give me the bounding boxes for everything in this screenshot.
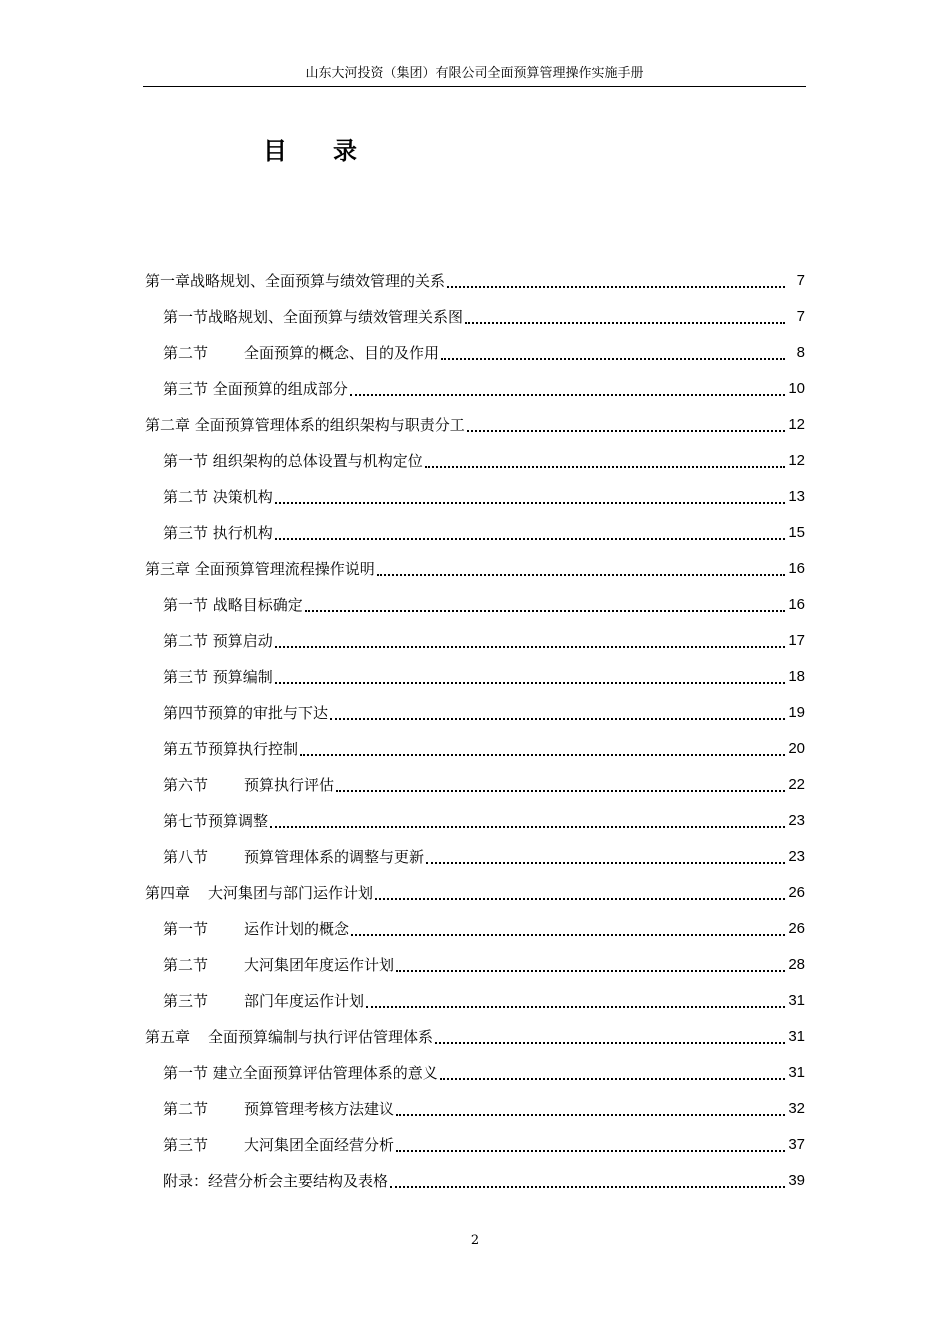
toc-page-number: 10 — [788, 379, 805, 397]
toc-section-entry[interactable] — [145, 658, 805, 694]
toc-entry-prefix: 第三节 — [163, 1135, 209, 1154]
toc-entry-title: 全面预算的概念、目的及作用 — [244, 343, 440, 362]
toc-entry-prefix: 第一节战略规划、全面预算与绩效管理关系图 — [163, 307, 464, 326]
toc-entry-prefix: 第二节 — [163, 955, 209, 974]
toc-entry-label — [163, 630, 273, 651]
dot-leader — [377, 573, 785, 576]
toc-section-entry[interactable] — [145, 1162, 805, 1198]
dot-leader — [366, 1005, 785, 1008]
toc-section-entry[interactable] — [145, 946, 805, 982]
dot-leader — [275, 537, 785, 540]
toc-entry-prefix: 第二节 — [163, 631, 209, 650]
toc-section-entry[interactable] — [145, 838, 805, 874]
toc-entry-title: 全面预算的组成部分 — [212, 379, 348, 398]
toc-entry-title: 运作计划的概念 — [244, 919, 350, 938]
toc-entry-label — [163, 306, 463, 327]
toc-section-entry[interactable] — [145, 982, 805, 1018]
toc-entry-prefix: 第三章 — [145, 559, 191, 578]
toc-section-entry[interactable] — [145, 1090, 805, 1126]
toc-entry-title: 建立全面预算评估管理体系的意义 — [212, 1063, 438, 1082]
toc-title-char-1: 目 — [263, 136, 287, 165]
toc-page-number: 31 — [788, 1063, 805, 1081]
toc-entry-title: 全面预算编制与执行评估管理体系 — [208, 1027, 434, 1046]
toc-entry-prefix: 第一节 — [163, 451, 209, 470]
toc-entry-label — [145, 270, 445, 291]
dot-leader — [330, 717, 785, 720]
dot-leader — [441, 357, 785, 360]
toc-section-entry[interactable] — [145, 298, 805, 334]
toc-page-number: 20 — [788, 739, 805, 757]
toc-entry-title: 组织架构的总体设置与机构定位 — [212, 451, 423, 470]
toc-title — [263, 134, 357, 168]
toc-title-char-2: 录 — [333, 136, 357, 165]
dot-leader — [467, 429, 785, 432]
toc-page-number: 12 — [788, 451, 805, 469]
toc-entry-prefix: 第三节 — [163, 379, 209, 398]
toc-page-number: 7 — [796, 307, 805, 325]
toc-section-entry[interactable] — [145, 370, 805, 406]
toc-entry-prefix: 第一节 — [163, 1063, 209, 1082]
toc-entry-label — [145, 558, 375, 579]
toc-entry-prefix: 第三节 — [163, 991, 209, 1010]
dot-leader — [350, 393, 785, 396]
dot-leader — [426, 861, 785, 864]
toc-section-entry[interactable] — [145, 730, 805, 766]
toc-page-number: 28 — [788, 955, 805, 973]
toc-entry-title: 大河集团年度运作计划 — [244, 955, 395, 974]
page-number: 2 — [470, 1233, 480, 1248]
toc-entry-title: 大河集团与部门运作计划 — [208, 883, 374, 902]
toc-page-number: 32 — [788, 1099, 805, 1117]
toc-page-number: 19 — [788, 703, 805, 721]
toc-entry-label — [163, 738, 298, 759]
toc-page-number: 16 — [788, 559, 805, 577]
toc-section-entry[interactable] — [145, 442, 805, 478]
toc-section-entry[interactable] — [145, 478, 805, 514]
toc-entry-title: 执行机构 — [212, 523, 273, 542]
dot-leader — [390, 1185, 785, 1188]
toc-chapter-entry[interactable] — [145, 262, 805, 298]
toc-page-number: 26 — [788, 883, 805, 901]
toc-entry-prefix: 第三节 — [163, 523, 209, 542]
toc-entry-title: 全面预算管理流程操作说明 — [194, 559, 375, 578]
dot-leader — [336, 789, 785, 792]
toc-entry-prefix: 第二节 — [163, 343, 209, 362]
toc-entry-label — [163, 450, 423, 471]
toc-entry-prefix: 第一节 — [163, 919, 209, 938]
toc-entry-prefix: 第二节 — [163, 1099, 209, 1118]
toc-entry-label — [163, 486, 273, 507]
dot-leader — [305, 609, 785, 612]
toc-entry-title: 战略目标确定 — [212, 595, 303, 614]
dot-leader — [396, 969, 785, 972]
toc-entry-prefix: 第七节预算调整 — [163, 811, 269, 830]
toc-entry-prefix: 第四章 — [145, 883, 191, 902]
toc-page-number: 12 — [788, 415, 805, 433]
toc-section-entry[interactable] — [145, 586, 805, 622]
toc-entry-label — [163, 702, 328, 723]
toc-section-entry[interactable] — [145, 334, 805, 370]
title-spacer — [287, 134, 333, 168]
toc-entry-title: 预算执行评估 — [244, 775, 335, 794]
toc-entry-title: 预算启动 — [212, 631, 273, 650]
toc-entry-prefix: 第八节 — [163, 847, 209, 866]
toc-entry-label — [163, 522, 273, 543]
toc-entry-title: 预算管理体系的调整与更新 — [244, 847, 425, 866]
toc-entry-prefix: 第五章 — [145, 1027, 191, 1046]
toc-entry-label — [145, 882, 373, 903]
toc-entry-label — [163, 1170, 388, 1191]
toc-chapter-entry[interactable] — [145, 1018, 805, 1054]
toc-page-number: 7 — [796, 271, 805, 289]
toc-page-number: 23 — [788, 811, 805, 829]
toc-page-number: 18 — [788, 667, 805, 685]
toc-chapter-entry[interactable] — [145, 874, 805, 910]
toc-section-entry[interactable] — [145, 802, 805, 838]
toc-entry-label — [163, 1098, 394, 1119]
toc-page-number: 23 — [788, 847, 805, 865]
toc-entry-prefix: 第五节预算执行控制 — [163, 739, 299, 758]
toc-page-number: 16 — [788, 595, 805, 613]
toc-page-number: 31 — [788, 991, 805, 1009]
toc-section-entry[interactable] — [145, 766, 805, 802]
toc-entry-title: 全面预算管理体系的组织架构与职责分工 — [194, 415, 465, 434]
toc-section-entry[interactable] — [145, 514, 805, 550]
running-header: 山东大河投资（集团）有限公司全面预算管理操作实施手册 — [143, 64, 806, 87]
toc-entry-label — [163, 990, 364, 1011]
toc-entry-label — [163, 810, 268, 831]
toc-entry-label — [163, 342, 439, 363]
toc-entry-label — [163, 594, 303, 615]
toc-entry-label — [163, 1134, 394, 1155]
toc-page-number: 8 — [796, 343, 805, 361]
toc-section-entry[interactable] — [145, 910, 805, 946]
toc-page-number: 17 — [788, 631, 805, 649]
dot-leader — [396, 1113, 785, 1116]
toc-section-entry[interactable] — [145, 1126, 805, 1162]
dot-leader — [300, 753, 785, 756]
toc-entry-title: 大河集团全面经营分析 — [244, 1135, 395, 1154]
toc-entry-label — [163, 378, 348, 399]
toc-chapter-entry[interactable] — [145, 550, 805, 586]
dot-leader — [375, 897, 785, 900]
toc-entry-title: 预算编制 — [212, 667, 273, 686]
dot-leader — [275, 501, 785, 504]
toc-entry-prefix: 第二章 — [145, 415, 191, 434]
toc-page-number: 37 — [788, 1135, 805, 1153]
toc-page-number: 39 — [788, 1171, 805, 1189]
toc-entry-prefix: 第六节 — [163, 775, 209, 794]
toc-page-number: 22 — [788, 775, 805, 793]
toc-entry-label — [163, 846, 424, 867]
dot-leader — [270, 825, 785, 828]
toc-page-number: 31 — [788, 1027, 805, 1045]
dot-leader — [275, 681, 785, 684]
toc-entry-label — [145, 414, 465, 435]
toc-entry-prefix: 第一节 — [163, 595, 209, 614]
toc-entry-label — [163, 1062, 438, 1083]
toc-entry-prefix: 第三节 — [163, 667, 209, 686]
toc-entry-prefix: 第四节预算的审批与下达 — [163, 703, 329, 722]
dot-leader — [425, 465, 785, 468]
dot-leader — [351, 933, 785, 936]
dot-leader — [447, 285, 785, 288]
toc-entry-label — [163, 918, 349, 939]
toc-section-entry[interactable] — [145, 622, 805, 658]
table-of-contents — [145, 262, 805, 1198]
toc-chapter-entry[interactable] — [145, 406, 805, 442]
dot-leader — [435, 1041, 785, 1044]
dot-leader — [396, 1149, 785, 1152]
toc-entry-title: 决策机构 — [212, 487, 273, 506]
toc-entry-label — [163, 666, 273, 687]
toc-entry-label — [163, 774, 334, 795]
toc-entry-title: 部门年度运作计划 — [244, 991, 365, 1010]
toc-section-entry[interactable] — [145, 694, 805, 730]
dot-leader — [440, 1077, 785, 1080]
toc-entry-prefix: 第一章战略规划、全面预算与绩效管理的关系 — [145, 271, 446, 290]
toc-page-number: 15 — [788, 523, 805, 541]
toc-page-number: 13 — [788, 487, 805, 505]
toc-entry-prefix: 附录：经营分析会主要结构及表格 — [163, 1171, 389, 1190]
toc-section-entry[interactable] — [145, 1054, 805, 1090]
toc-page-number: 26 — [788, 919, 805, 937]
toc-entry-prefix: 第二节 — [163, 487, 209, 506]
dot-leader — [275, 645, 785, 648]
toc-entry-label — [163, 954, 394, 975]
toc-entry-title: 预算管理考核方法建议 — [244, 1099, 395, 1118]
dot-leader — [465, 321, 785, 324]
toc-entry-label — [145, 1026, 433, 1047]
